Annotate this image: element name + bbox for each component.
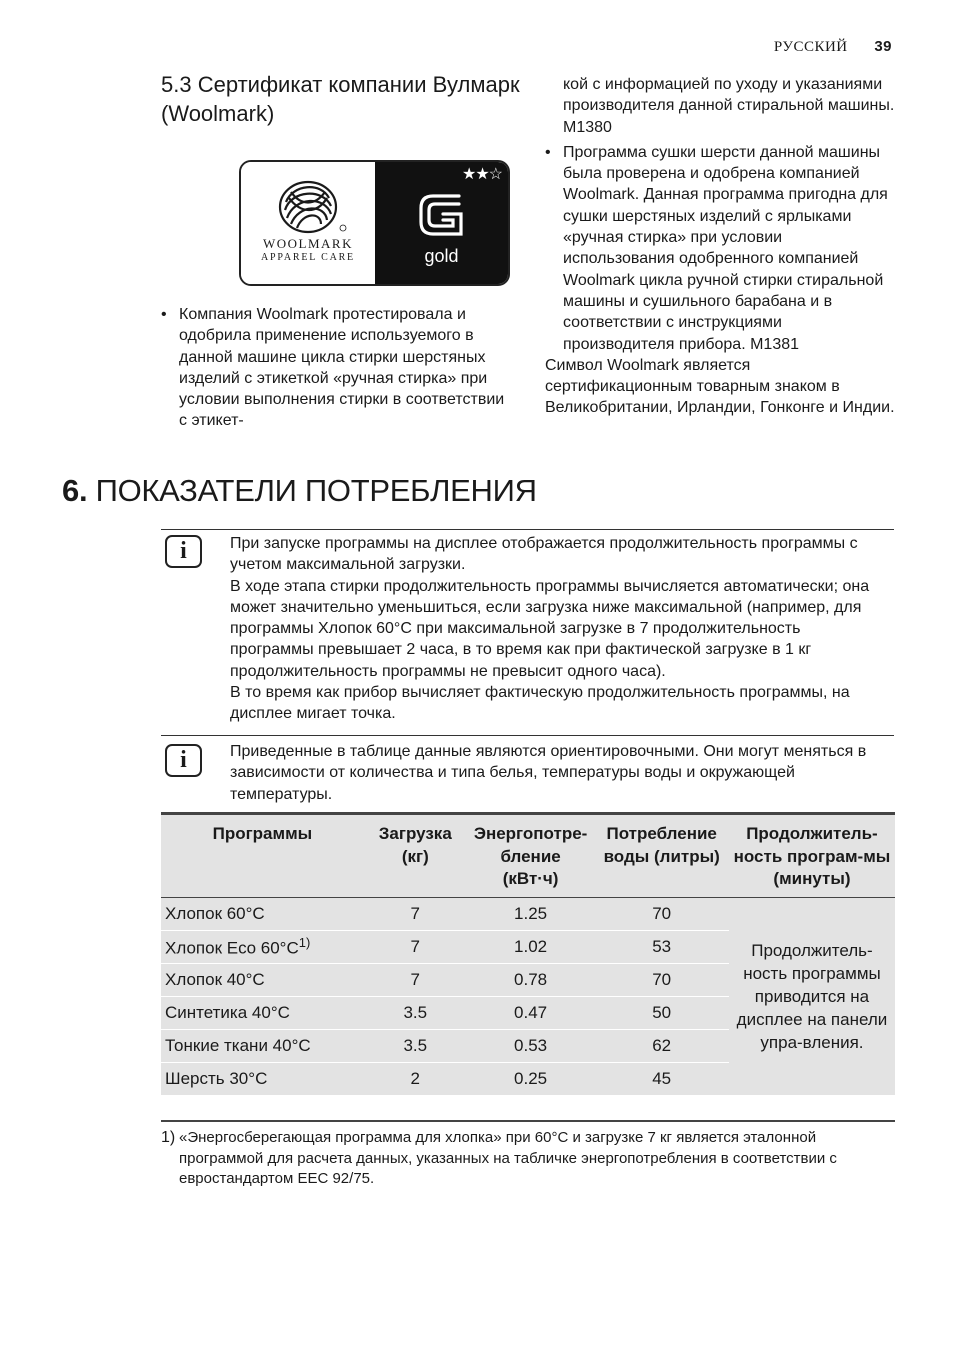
consumption-table xyxy=(161,815,895,1095)
woolmark-wordmark: WOOLMARK xyxy=(263,236,353,251)
woolmark-subline: APPAREL CARE xyxy=(261,252,355,263)
cell-energy: 0.53 xyxy=(467,1029,595,1062)
woolmark-grade-panel xyxy=(375,162,508,284)
info-icon: i xyxy=(165,744,202,777)
footnote-text: «Энергосберегающая программа для хлопка» при 60°C и загрузке 7 кг является эталонной программой для расчета данных, указанных на табличке энергопотребления в соответствии с евростандартом EEC 92/75. xyxy=(179,1129,837,1187)
table-row xyxy=(161,897,895,930)
cell-duration-merged: Продолжитель-ность программы приводится на дисплее на панели упра-вления. xyxy=(729,897,895,1095)
running-header xyxy=(774,38,892,56)
cell-water: 70 xyxy=(594,897,729,930)
note-paragraph: При запуске программы на дисплее отображается продолжительность программы с учетом максимальной загрузки. xyxy=(230,535,858,574)
list-item xyxy=(161,304,511,432)
info-icon: i xyxy=(165,535,202,568)
col-header-program: Программы xyxy=(161,815,364,897)
cell-water: 62 xyxy=(594,1029,729,1062)
table-footnote xyxy=(161,1128,861,1190)
section-number: 5.3 xyxy=(161,72,192,97)
cell-program: Тонкие ткани 40°C xyxy=(161,1029,364,1062)
woolmark-logo xyxy=(239,160,510,286)
divider xyxy=(161,735,894,736)
cell-program: Хлопок 40°C xyxy=(161,963,364,996)
section-number: 6. xyxy=(62,473,88,508)
cell-energy: 0.78 xyxy=(467,963,595,996)
cell-water: 70 xyxy=(594,963,729,996)
trademark-note: Символ Woolmark является сертификационным товарным знаком в Великобритании, Ирландии, Гонконге и Индии. xyxy=(545,356,895,417)
col-header-load: Загрузка (кг) xyxy=(364,815,467,897)
cell-program: Хлопок 60°C xyxy=(161,897,364,930)
language-label: РУССКИЙ xyxy=(773,39,848,55)
info-note-approximate: Приведенные в таблице данные являются ориентировочными. Они могут меняться в зависимости от количества и типа белья, температуры воды и окружающей температуры. xyxy=(230,743,867,803)
col-header-duration: Продолжитель-ность програм-мы (минуты) xyxy=(729,815,895,897)
woolmark-mark-panel xyxy=(241,162,375,284)
cell-program: Шерсть 30°C xyxy=(161,1062,364,1095)
section-5-3-heading xyxy=(161,70,521,128)
cell-program: Синтетика 40°C xyxy=(161,996,364,1029)
bullet-text: Программа сушки шерсти данной машины была проверена и одобрена компанией Woolmark. Данная программа пригодна для сушки шерстяных изделий с ярлыками «ручная стирка» при условии использования одобренного компанией Woolmark цикла ручной стирки стиральной машины и сушильного барабана и в соответствии с инструкциями производителя прибора. M1381 xyxy=(563,143,888,353)
cell-water: 45 xyxy=(594,1062,729,1095)
page-number: 39 xyxy=(874,38,892,55)
section-title: Сертификат компании Вулмарк (Woolmark) xyxy=(161,72,520,126)
cell-load: 7 xyxy=(364,963,467,996)
col-header-water: Потребление воды (литры) xyxy=(594,815,729,897)
bullet-icon: • xyxy=(545,143,551,161)
table-bottom-rule xyxy=(161,1120,895,1122)
grade-label: gold xyxy=(424,246,459,266)
cell-load: 3.5 xyxy=(364,1029,467,1062)
bullet-text: Компания Woolmark протестировала и одобрила применение используемого в данной машине цикла стирки шерстяных изделий с этикеткой «ручная стирка» при условии выполнения стирки в соответствии с этикет- xyxy=(179,306,505,430)
cell-water: 53 xyxy=(594,930,729,963)
section-title: ПОКАЗАТЕЛИ ПОТРЕБЛЕНИЯ xyxy=(95,473,537,508)
cell-energy: 1.02 xyxy=(467,930,595,963)
rating-stars: ★★☆ xyxy=(461,166,502,183)
info-note-duration xyxy=(230,533,880,725)
cell-energy: 1.25 xyxy=(467,897,595,930)
woolmark-text-col1 xyxy=(161,304,511,432)
cell-energy: 0.25 xyxy=(467,1062,595,1095)
note-paragraph: В ходе этапа стирки продолжительность программы вычисляется автоматически; она может значительно уменьшиться, если загрузка ниже максимальной (например, для программы Хлопок 60°C при максимальной загрузке в 7 продолжительность программы превышает 2 часа, в то время как при фактической загрузке в 1 кг продолжительность программы не превысит одного часа). xyxy=(230,577,870,680)
section-6-heading xyxy=(62,472,537,510)
woolmark-text-col2 xyxy=(545,74,895,419)
footnote-ref: 1) xyxy=(298,934,311,950)
cell-load: 7 xyxy=(364,930,467,963)
bullet-icon: • xyxy=(161,306,167,323)
note-paragraph: В то время как прибор вычисляет фактическую продолжительность программы, на дисплее мигает точка. xyxy=(230,684,850,723)
list-item xyxy=(545,142,895,355)
cell-load: 7 xyxy=(364,897,467,930)
cell-water: 50 xyxy=(594,996,729,1029)
cell-load: 2 xyxy=(364,1062,467,1095)
table-header-row xyxy=(161,815,895,897)
col-header-energy: Энергопотре-бление (кВт·ч) xyxy=(467,815,595,897)
cell-energy: 0.47 xyxy=(467,996,595,1029)
footnote-mark: 1) xyxy=(161,1129,176,1146)
cell-program: Хлопок Eco $60^\circ C^{1)}$ xyxy=(161,930,364,963)
cell-load: 3.5 xyxy=(364,996,467,1029)
divider xyxy=(161,529,894,530)
bullet-continuation: кой с информацией по уходу и указаниями производителя данной стиральной машины. M1380 xyxy=(563,76,895,136)
woolmark-swirl-icon xyxy=(241,162,375,284)
